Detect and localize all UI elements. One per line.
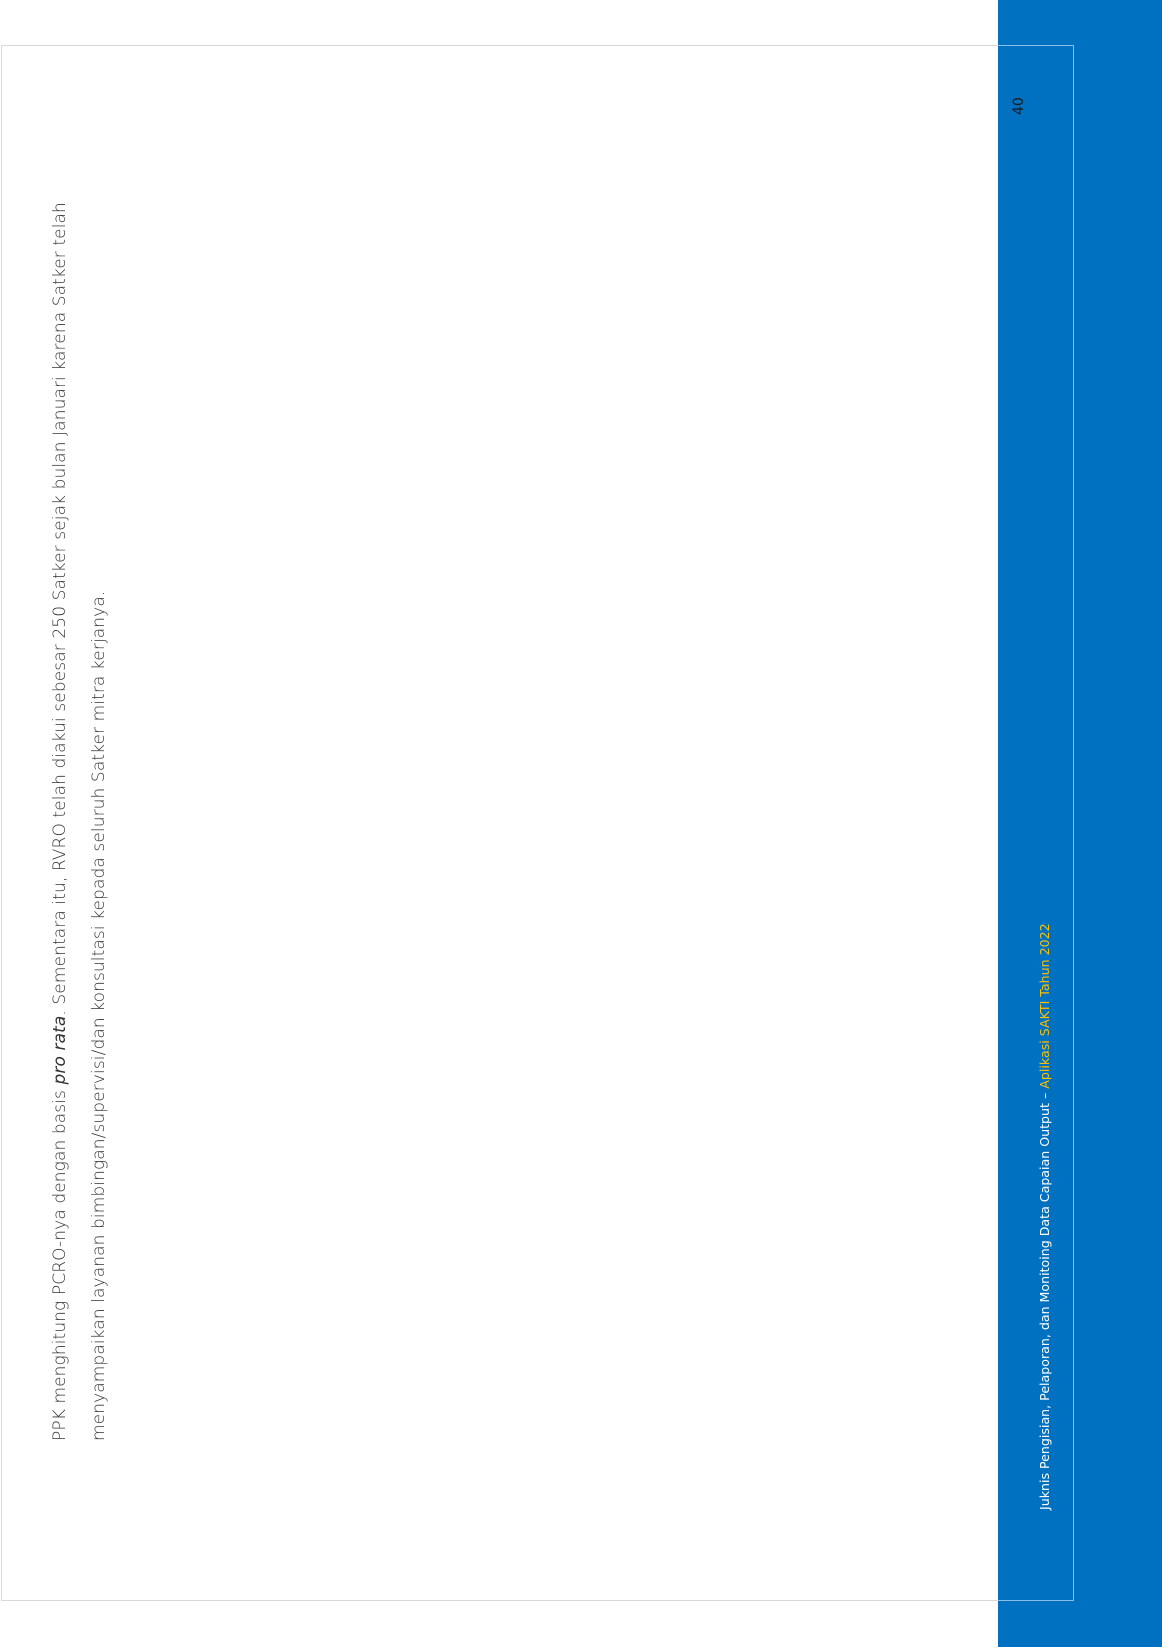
body-text-line-2: menyampaikan layanan bimbingan/supervisi/dan konsultasi kepada seluruh Satker mitra kerjanya. — [89, 590, 109, 1441]
footer-text — [1037, 923, 1052, 1510]
page-frame — [1, 45, 1074, 1601]
body-text-line-1-start: PPK menghitung PCRO-nya dengan basis — [50, 1084, 70, 1441]
body-text-line-1-end: . Sementara itu, RVRO telah diakui sebesar 250 Satker sejak bulan Januari karena Satker telah — [50, 202, 70, 1016]
body-text-line-1 — [50, 202, 70, 1441]
footer-band-frame — [998, 45, 1074, 1601]
body-text-emphasis: pro rata — [50, 1015, 70, 1085]
footer-title: Juknis Pengisian, Pelaporan, dan Monitoing Data Capaian Output — [1037, 1103, 1052, 1510]
footer-subtitle: Aplikasi SAKTI Tahun 2022 — [1037, 923, 1052, 1089]
footer-separator: – — [1037, 1088, 1052, 1104]
page-number: 40 — [1011, 97, 1027, 115]
